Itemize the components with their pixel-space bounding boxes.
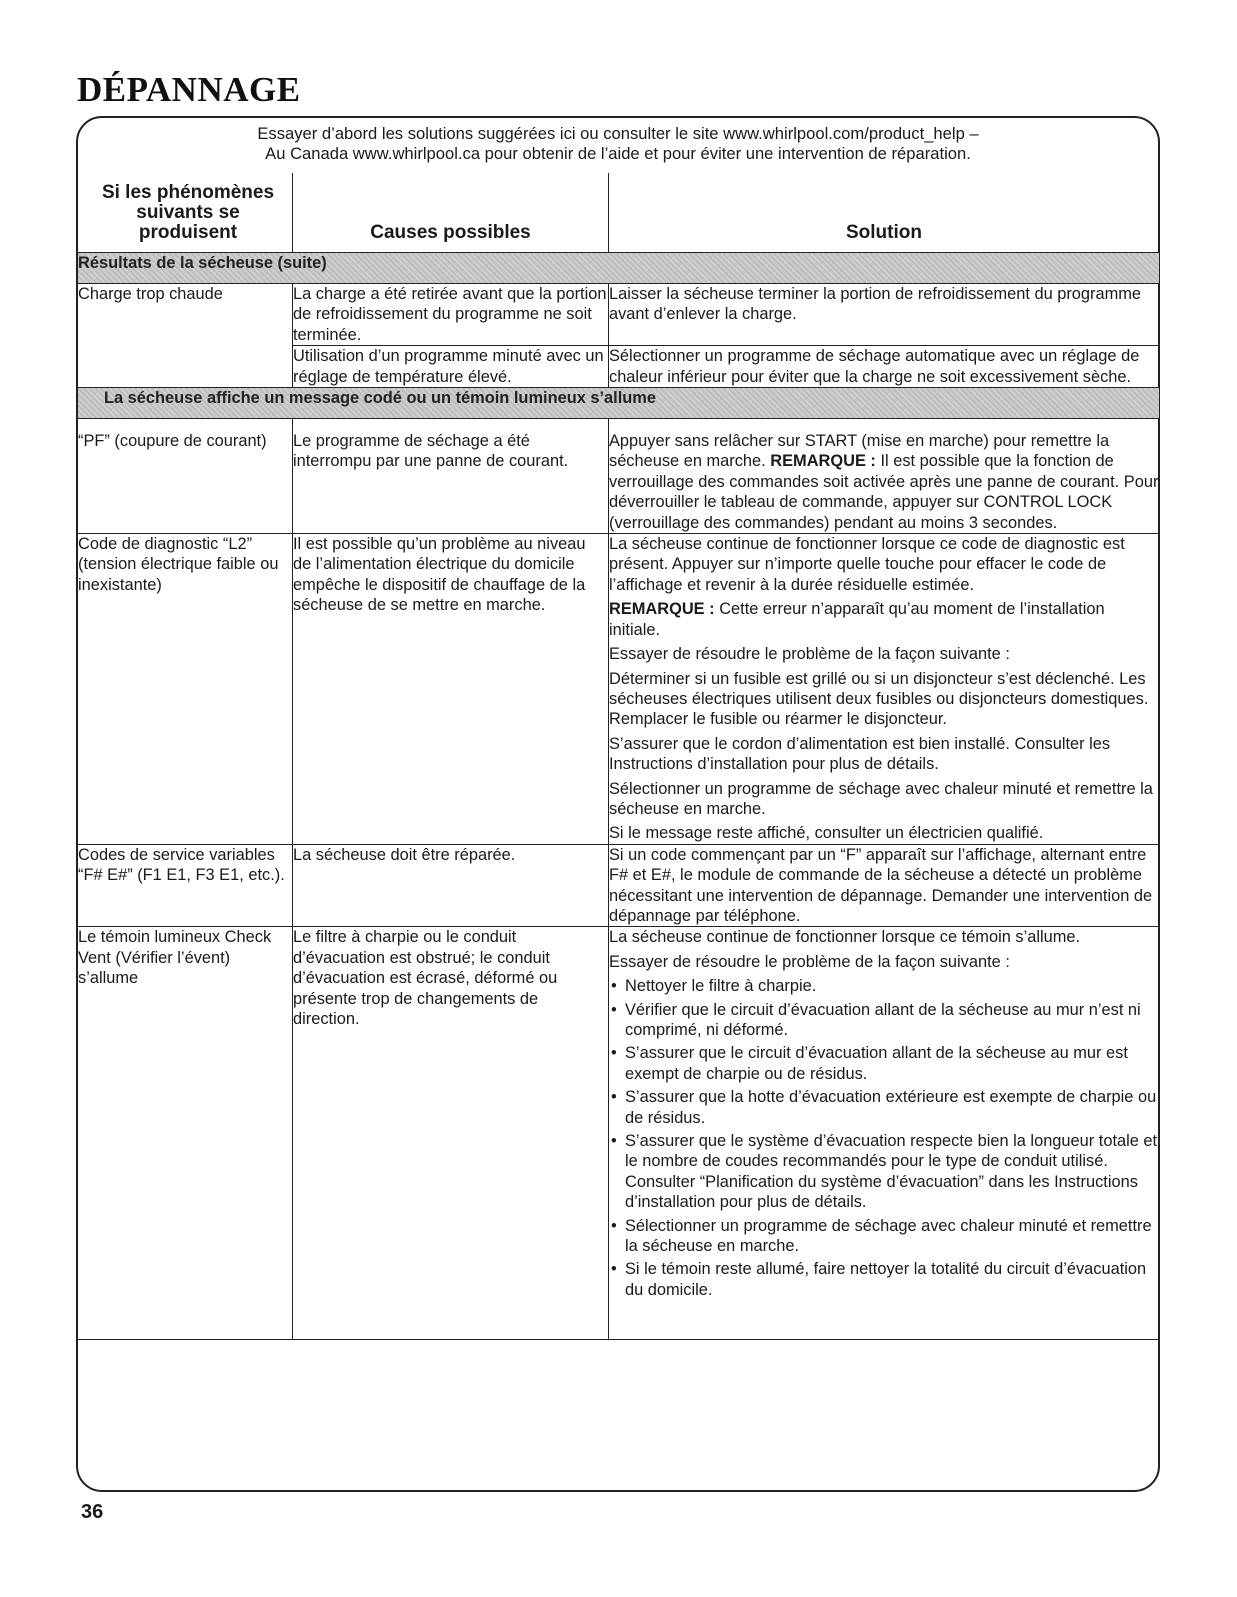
list-item: • Nettoyer le filtre à charpie. — [609, 976, 1159, 996]
solution-paragraph: Déterminer si un fusible est grillé ou si un disjoncteur s’est déclenché. Les sécheuses électriques utilisent deux fusibles ou disjoncteurs domestiques. Remplacer le fusible ou réarmer le disjoncteur. — [609, 669, 1149, 729]
section-title-codes: La sécheuse affiche un message codé ou un témoin lumineux s’allume — [78, 388, 1160, 419]
solution-paragraph: S’assurer que le cordon d’alimentation est bien installé. Consulter les Instructions d’installation pour plus de détails. — [609, 734, 1111, 774]
section-title-dryer-results: Résultats de la sécheuse (suite) — [78, 253, 1160, 284]
problem-cell: Charge trop chaude — [78, 284, 293, 388]
table-row — [78, 844, 1160, 927]
solution-cell — [609, 927, 1160, 1340]
remark-label: REMARQUE : — [609, 600, 715, 619]
solution-paragraph: Essayer de résoudre le problème de la façon suivante : — [609, 952, 1010, 971]
problem-cell: Le témoin lumineux Check Vent (Vérifier l’évent) s’allume — [78, 927, 293, 1340]
troubleshooting-table — [77, 173, 1160, 1340]
remark-label: REMARQUE : — [770, 452, 876, 471]
list-item: • Sélectionner un programme de séchage avec chaleur minuté et remettre la sécheuse en marche. — [609, 1216, 1159, 1257]
solution-cell: Sélectionner un programme de séchage automatique avec un réglage de chaleur inférieur pour éviter que la charge ne soit excessivement sèche. — [609, 346, 1160, 388]
solution-paragraph: Essayer de résoudre le problème de la façon suivante : — [609, 645, 1010, 664]
list-item: • S’assurer que la hotte d’évacuation extérieure est exempte de charpie ou de résidus. — [609, 1087, 1159, 1128]
table-row — [78, 927, 1160, 1340]
solution-paragraph: Si le message reste affiché, consulter un électricien qualifié. — [609, 824, 1044, 843]
cause-cell: La sécheuse doit être réparée. — [293, 844, 609, 927]
cause-cell: Utilisation d’un programme minuté avec un réglage de température élevé. — [293, 346, 609, 388]
header-solution: Solution — [609, 173, 1160, 253]
solution-paragraph: La sécheuse continue de fonctionner lorsque ce témoin s’allume. — [609, 928, 1081, 947]
solution-bullet-list — [609, 976, 1159, 1300]
solution-cell: Si un code commençant par un “F” apparaît sur l’affichage, alternant entre F# et E#, le module de commande de la sécheuse a détecté un problème nécessitant une intervention de dépannage. Demander une intervention de dépannage par téléphone. — [609, 844, 1160, 927]
solution-text: Il est possible que la fonction de verrouillage des commandes soit activée après une panne de courant. Pour déverrouiller le tableau de commande, appuyer sur CONTROL LOCK (verrouillage des commandes) pendant au moins 3 secondes. — [609, 452, 1159, 532]
problem-cell: Codes de service variables “F# E#” (F1 E1, F3 E1, etc.). — [78, 844, 293, 927]
solution-text: Cette erreur n’apparaît qu’au moment de l’installation initiale. — [609, 600, 1105, 639]
table-header-row — [78, 173, 1160, 253]
table-row — [78, 419, 1160, 534]
problem-cell: “PF” (coupure de courant) — [78, 419, 293, 534]
solution-paragraph: Sélectionner un programme de séchage avec chaleur minuté et remettre la sécheuse en marche. — [609, 779, 1153, 818]
list-item: • Vérifier que le circuit d’évacuation allant de la sécheuse au mur n’est ni comprimé, ni déformé. — [609, 1000, 1159, 1041]
cause-cell: La charge a été retirée avant que la portion de refroidissement du programme ne soit terminée. — [293, 284, 609, 346]
intro-line-2: Au Canada www.whirlpool.ca pour obtenir de l’aide et pour éviter une intervention de réparation. — [265, 144, 971, 163]
intro-line-1: Essayer d’abord les solutions suggérées ici ou consulter le site www.whirlpool.com/product_help – — [257, 124, 979, 143]
solution-text: Appuyer sans relâcher sur START (mise en marche) pour remettre la sécheuse en marche. — [609, 432, 1110, 471]
table-row — [78, 284, 1160, 346]
intro-text — [110, 124, 1126, 164]
solution-note — [609, 599, 1159, 640]
section-header-row — [78, 388, 1160, 419]
header-phenomena: Si les phénomènes suivants se produisent — [78, 173, 293, 253]
solution-paragraph: La sécheuse continue de fonctionner lorsque ce code de diagnostic est présent. Appuyer sur n’importe quelle touche pour effacer le code de l’affichage et revenir à la durée résiduelle estimée. — [609, 535, 1125, 594]
solution-cell: Laisser la sécheuse terminer la portion de refroidissement du programme avant d’enlever la charge. — [609, 284, 1160, 346]
cause-cell: Le programme de séchage a été interrompu par une panne de courant. — [293, 419, 609, 534]
list-item: • S’assurer que le circuit d’évacuation allant de la sécheuse au mur est exempt de charpie ou de résidus. — [609, 1043, 1159, 1084]
solution-cell — [609, 534, 1160, 845]
header-causes: Causes possibles — [293, 173, 609, 253]
section-header-row — [78, 253, 1160, 284]
solution-cell — [609, 419, 1160, 534]
table-row — [78, 534, 1160, 845]
page-title: DÉPANNAGE — [77, 70, 301, 109]
list-item: • S’assurer que le système d’évacuation respecte bien la longueur totale et le nombre de coudes recommandés pour le type de conduit utilisé. Consulter “Planification du système d’évacuation” dans les Instructions d’installation pour plus de détails. — [609, 1131, 1159, 1213]
problem-cell: Code de diagnostic “L2” (tension électrique faible ou inexistante) — [78, 534, 293, 845]
cause-cell: Le filtre à charpie ou le conduit d’évacuation est obstrué; le conduit d’évacuation est écrasé, déformé ou présente trop de changements de direction. — [293, 927, 609, 1340]
page-number: 36 — [81, 1501, 104, 1523]
cause-cell: Il est possible qu’un problème au niveau de l’alimentation électrique du domicile empêche le dispositif de chauffage de la sécheuse de se mettre en marche. — [293, 534, 609, 845]
list-item: • Si le témoin reste allumé, faire nettoyer la totalité du circuit d’évacuation du domicile. — [609, 1259, 1159, 1300]
